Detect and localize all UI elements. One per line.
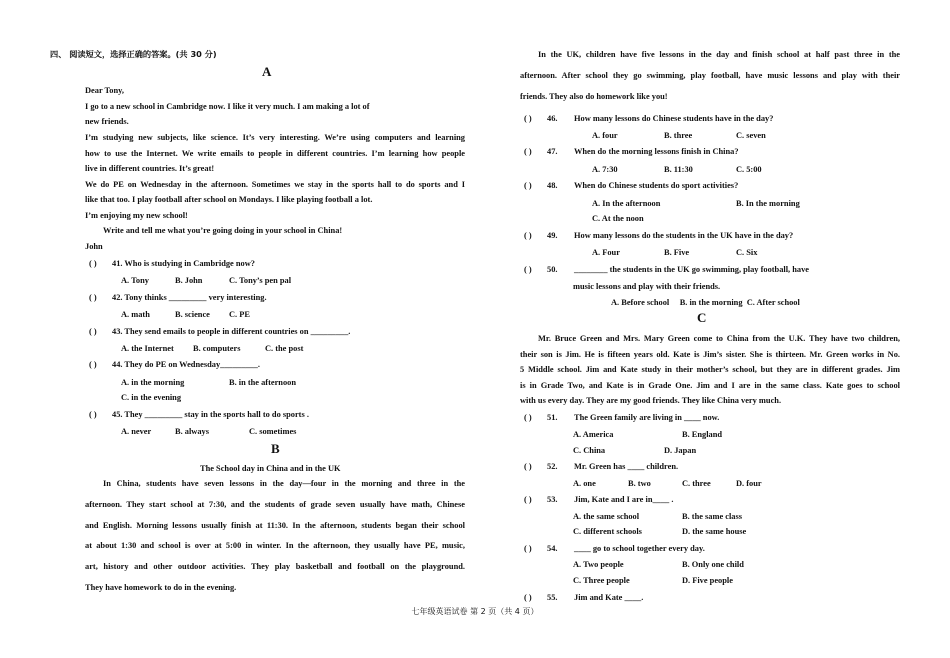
option[interactable]: B. the same class	[682, 512, 743, 521]
option[interactable]: A. one	[573, 479, 596, 488]
passage-b-line: afternoon. They start school at 7:30, and the students of grade seven usually have math, Chinese	[85, 500, 465, 509]
answer-bracket[interactable]: ( )	[89, 259, 97, 268]
answer-bracket[interactable]: ( )	[524, 265, 532, 274]
passage-b-line: art, history and other outdoor activities. They play basketball and football on the playground.	[85, 562, 465, 571]
question-text: 43. They send emails to people in different countries on _________.	[112, 327, 351, 336]
answer-bracket[interactable]: ( )	[89, 293, 97, 302]
option-row[interactable]: A. Before school B. in the morning C. After school	[611, 298, 800, 307]
option[interactable]: C. 5:00	[736, 165, 762, 174]
option[interactable]: A. in the morning	[121, 378, 185, 387]
option[interactable]: B. in the afternoon	[229, 378, 296, 387]
option[interactable]: A. Two people	[573, 560, 624, 569]
option[interactable]: C. the post	[265, 344, 304, 353]
question-text: 42. Tony thinks _________ very interesting.	[112, 293, 267, 302]
passage-b-line: They have homework to do in the evening.	[85, 583, 237, 592]
passage-c-line: Mr. Bruce Green and Mrs. Mary Green come to China from the U.K. They have two children,	[538, 334, 900, 343]
option[interactable]: A. 7:30	[592, 165, 618, 174]
passage-c-line: their son is Jim. He is fifteen years old. Kate is Jim’s sister. She is thirteen. Mr. Green works in No.	[520, 350, 900, 359]
question-text: 41. Who is studying in Cambridge now?	[112, 259, 255, 268]
question-number: 49.	[547, 231, 558, 240]
answer-bracket[interactable]: ( )	[524, 413, 532, 422]
option[interactable]: B. Only one child	[682, 560, 744, 569]
passage-a-line: We do PE on Wednesday in the afternoon. Sometimes we stay in the sports hall to do sports and I	[85, 180, 465, 189]
passage-b-line: In the UK, children have five lessons in the day and finish school at half past three in the	[538, 50, 900, 59]
answer-bracket[interactable]: ( )	[89, 327, 97, 336]
option[interactable]: C. sometimes	[249, 427, 297, 436]
option[interactable]: D. Japan	[664, 446, 697, 455]
passage-a-line: like that too. I play football after school on Mondays. I like playing football a lot.	[85, 195, 373, 204]
answer-bracket[interactable]: ( )	[524, 147, 532, 156]
answer-bracket[interactable]: ( )	[524, 593, 532, 602]
option[interactable]: B. computers	[193, 344, 241, 353]
passage-a-line: Write and tell me what you’re going doing in your school in China!	[103, 226, 343, 235]
question-number: 54.	[547, 544, 558, 553]
passage-a-heading: A	[262, 64, 272, 79]
option[interactable]: C. different schools	[573, 527, 642, 536]
passage-b-heading: B	[271, 441, 280, 456]
question-number: 47.	[547, 147, 558, 156]
answer-bracket[interactable]: ( )	[524, 114, 532, 123]
passage-b-line: at about 1:30 and school is over at 5:00 in winter. In the afternoon, they usually have PE, music,	[85, 541, 465, 550]
option[interactable]: C. Six	[736, 248, 758, 257]
answer-bracket[interactable]: ( )	[524, 544, 532, 553]
question-number: 48.	[547, 181, 558, 190]
passage-a-line: I go to a new school in Cambridge now. I like it very much. I am making a lot of	[85, 102, 370, 111]
option[interactable]: D. Five people	[682, 576, 733, 585]
option[interactable]: C. PE	[229, 310, 250, 319]
passage-b-line: afternoon. After school they go swimming, play football, have music lessons and play with their	[520, 71, 900, 80]
passage-a-line: how to use the Internet. We write emails to people in different countries. I’m learning how people	[85, 149, 465, 158]
passage-c-line: 5 Middle school. Jim and Kate study in their mother’s school, but they are in different grades. Jim	[520, 365, 900, 374]
question-text: Jim and Kate ____.	[574, 593, 644, 602]
answer-bracket[interactable]: ( )	[524, 495, 532, 504]
option[interactable]: C. At the noon	[592, 214, 644, 223]
answer-bracket[interactable]: ( )	[89, 360, 97, 369]
passage-a-line: John	[85, 242, 103, 251]
option[interactable]: B. John	[175, 276, 203, 285]
passage-a-line: new friends.	[85, 117, 129, 126]
answer-bracket[interactable]: ( )	[524, 181, 532, 190]
option[interactable]: A. In the afternoon	[592, 199, 661, 208]
question-number: 50.	[547, 265, 558, 274]
passage-a-line: live in different countries. It’s great!	[85, 164, 215, 173]
passage-b-line: In China, students have seven lessons in the day—four in the morning and three in the	[103, 479, 465, 488]
option[interactable]: C. Tony’s pen pal	[229, 276, 292, 285]
option[interactable]: B. science	[175, 310, 210, 319]
option[interactable]: C. Three people	[573, 576, 630, 585]
question-text: 45. They _________ stay in the sports hall to do sports .	[112, 410, 309, 419]
question-text: Jim, Kate and I are in____ .	[574, 495, 674, 504]
question-number: 46.	[547, 114, 558, 123]
option[interactable]: A. the same school	[573, 512, 640, 521]
section-header: 四、 阅读短文，选择正确的答案。(共 30 分)	[50, 49, 217, 59]
passage-b-line: friends. They also do homework like you!	[520, 92, 668, 101]
option[interactable]: C. seven	[736, 131, 766, 140]
question-text: How many lessons do Chinese students have in the day?	[574, 114, 774, 123]
question-text: Mr. Green has ____ children.	[574, 462, 679, 471]
question-text: When do the morning lessons finish in China?	[574, 147, 739, 156]
question-text: ____ go to school together every day.	[574, 544, 705, 553]
option[interactable]: B. In the morning	[736, 199, 800, 208]
question-text: How many lessons do the students in the UK have in the day?	[574, 231, 794, 240]
option[interactable]: C. China	[573, 446, 606, 455]
option[interactable]: B. Five	[664, 248, 690, 257]
question-number: 52.	[547, 462, 558, 471]
option[interactable]: A. Tony	[121, 276, 149, 285]
answer-bracket[interactable]: ( )	[89, 410, 97, 419]
question-text: 44. They do PE on Wednesday_________.	[112, 360, 260, 369]
passage-b-title: The School day in China and in the UK	[200, 464, 341, 473]
passage-b-line: and English. Morning lessons usually finish at 11:30. In the afternoon, students began their school	[85, 521, 465, 530]
question-number: 53.	[547, 495, 558, 504]
passage-a-line: I’m enjoying my new school!	[85, 211, 188, 220]
option[interactable]: A. the Internet	[121, 344, 174, 353]
option[interactable]: A. America	[573, 430, 614, 439]
option[interactable]: B. England	[682, 430, 723, 439]
question-number: 55.	[547, 593, 558, 602]
page-footer: 七年级英语试卷 第 2 页（共 4 页）	[411, 607, 539, 616]
option[interactable]: A. Four	[592, 248, 620, 257]
question-text-continued: music lessons and play with their friends.	[573, 282, 721, 291]
answer-bracket[interactable]: ( )	[524, 462, 532, 471]
question-text: ________ the students in the UK go swimming, play football, have	[574, 265, 809, 274]
question-text: When do Chinese students do sport activities?	[574, 181, 739, 190]
passage-a-line: Dear Tony,	[85, 86, 124, 95]
option[interactable]: A. math	[121, 310, 150, 319]
option[interactable]: A. never	[121, 427, 152, 436]
question-number: 51.	[547, 413, 558, 422]
option[interactable]: C. in the evening	[121, 393, 182, 402]
option[interactable]: B. two	[628, 479, 651, 488]
option[interactable]: C. three	[682, 479, 711, 488]
passage-c-line: is in Grade Two, and Kate is in Grade One. Jim and I are in the same class. Kate goes to school	[520, 381, 900, 390]
option[interactable]: B. three	[664, 131, 693, 140]
passage-a-line: I’m studying new subjects, like science. It’s very interesting. We’re using computers and learning	[85, 133, 465, 142]
answer-bracket[interactable]: ( )	[524, 231, 532, 240]
passage-c-heading: C	[697, 310, 707, 325]
option[interactable]: B. 11:30	[664, 165, 693, 174]
passage-c-line: with us every day. They are my good friends. They like China very much.	[520, 396, 782, 405]
option[interactable]: A. four	[592, 131, 618, 140]
option[interactable]: B. always	[175, 427, 209, 436]
option[interactable]: D. four	[736, 479, 762, 488]
question-text: The Green family are living in ____ now.	[574, 413, 720, 422]
option[interactable]: D. the same house	[682, 527, 747, 536]
